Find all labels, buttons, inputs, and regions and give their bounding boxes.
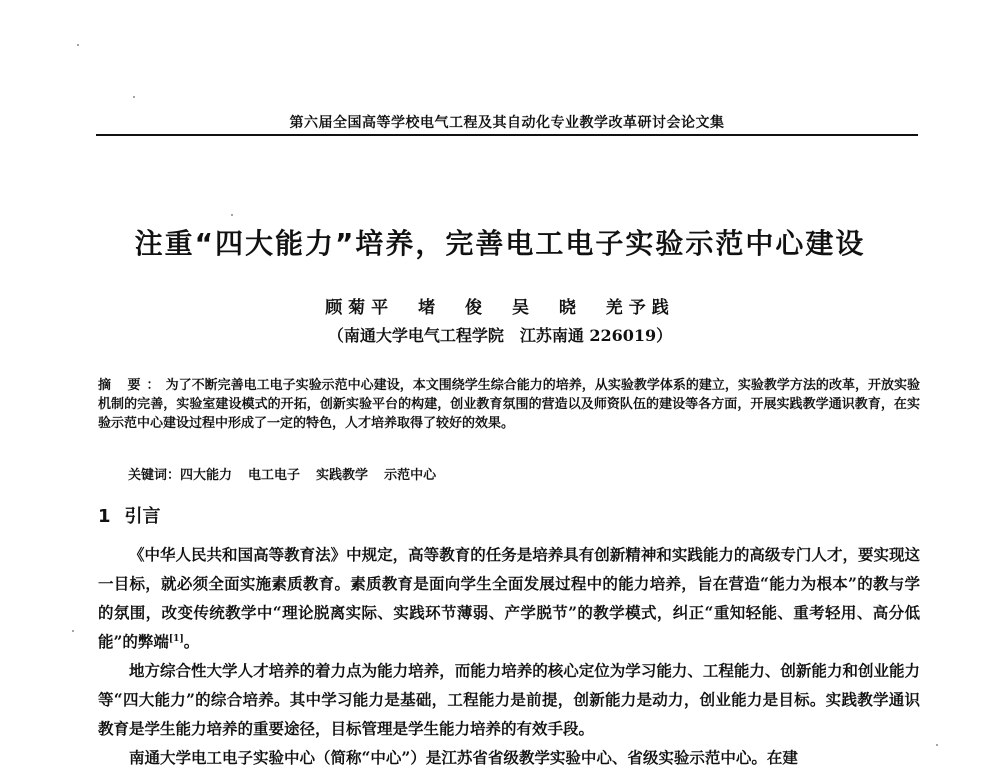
scan-speck [231,214,233,216]
abstract [98,376,920,433]
abstract-label: 摘 要： [98,378,166,393]
scan-speck [133,96,135,98]
author-name: 顾菊平 [325,298,395,318]
scan-speck [936,744,938,746]
scan-speck [72,630,74,632]
paragraph [98,540,920,656]
running-head: 第六届全国高等学校电气工程及其自动化专业教学改革研讨会论文集 [289,115,725,131]
author-name: 羌予践 [605,298,675,318]
section-number: 1 [98,506,111,527]
keyword: 示范中心 [384,468,437,483]
keywords [128,464,918,483]
keyword: 电工电子 [248,468,301,483]
paper-title: 注重“四大能力”培养，完善电工电子实验示范中心建设 [134,227,866,260]
abstract-text: 为了不断完善电工电子实验示范中心建设，本文围绕学生综合能力的培养，从实验教学体系的建立，实验教学方法的改革，开放实验机制的完善，实验室建设模式的开拓，创新实验平台的构建，创业教育氛围的营造以及师资队伍的建设等各方面，开展实践教学通识教育，在实验示范中心建设过程中形成了一定的特色，人才培养取得了较好的效果。 [98,378,920,431]
section-heading [98,502,161,528]
affiliation: （南通大学电气工程学院 江苏南通 226019） [327,326,673,345]
paragraph-end: 。 [183,632,200,651]
paragraph: 地方综合性大学人才培养的着力点为能力培养，而能力培养的核心定位为学习能力、工程能力、创新能力和创业能力等“四大能力”的综合培养。其中学习能力是基础，工程能力是前提，创新能力是动力，创业能力是目标。实践教学通识教育是学生能力培养的重要途径，目标管理是学生能力培养的有效手段。 [98,661,920,738]
keywords-label: 关键词： [128,468,181,483]
author-name: 吴 晓 [511,298,582,318]
author-list [60,293,940,318]
header-rule [96,134,918,136]
keyword: 四大能力 [180,468,233,483]
paragraph: 南通大学电工电子实验中心（简称“中心”）是江苏省省级教学实验中心、省级实验示范中心。在建 [129,748,798,767]
keyword: 实践教学 [316,468,369,483]
section-title: 引言 [124,506,161,527]
body-text [98,540,920,772]
scan-speck [77,44,79,46]
citation-ref: [1] [168,633,184,644]
paragraph-text: 《中华人民共和国高等教育法》中规定，高等教育的任务是培养具有创新精神和实践能力的高级专门人才，要实现这一目标，就必须全面实施素质教育。素质教育是面向学生全面发展过程中的能力培养，旨在营造“能力为根本”的教与学的氛围，改变传统教学中“理论脱离实际、实践环节薄弱、产学脱节”的教学模式，纠正“重知轻能、重考轻用、高分低能”的弊端 [98,545,920,651]
author-name: 堵 俊 [418,298,489,318]
